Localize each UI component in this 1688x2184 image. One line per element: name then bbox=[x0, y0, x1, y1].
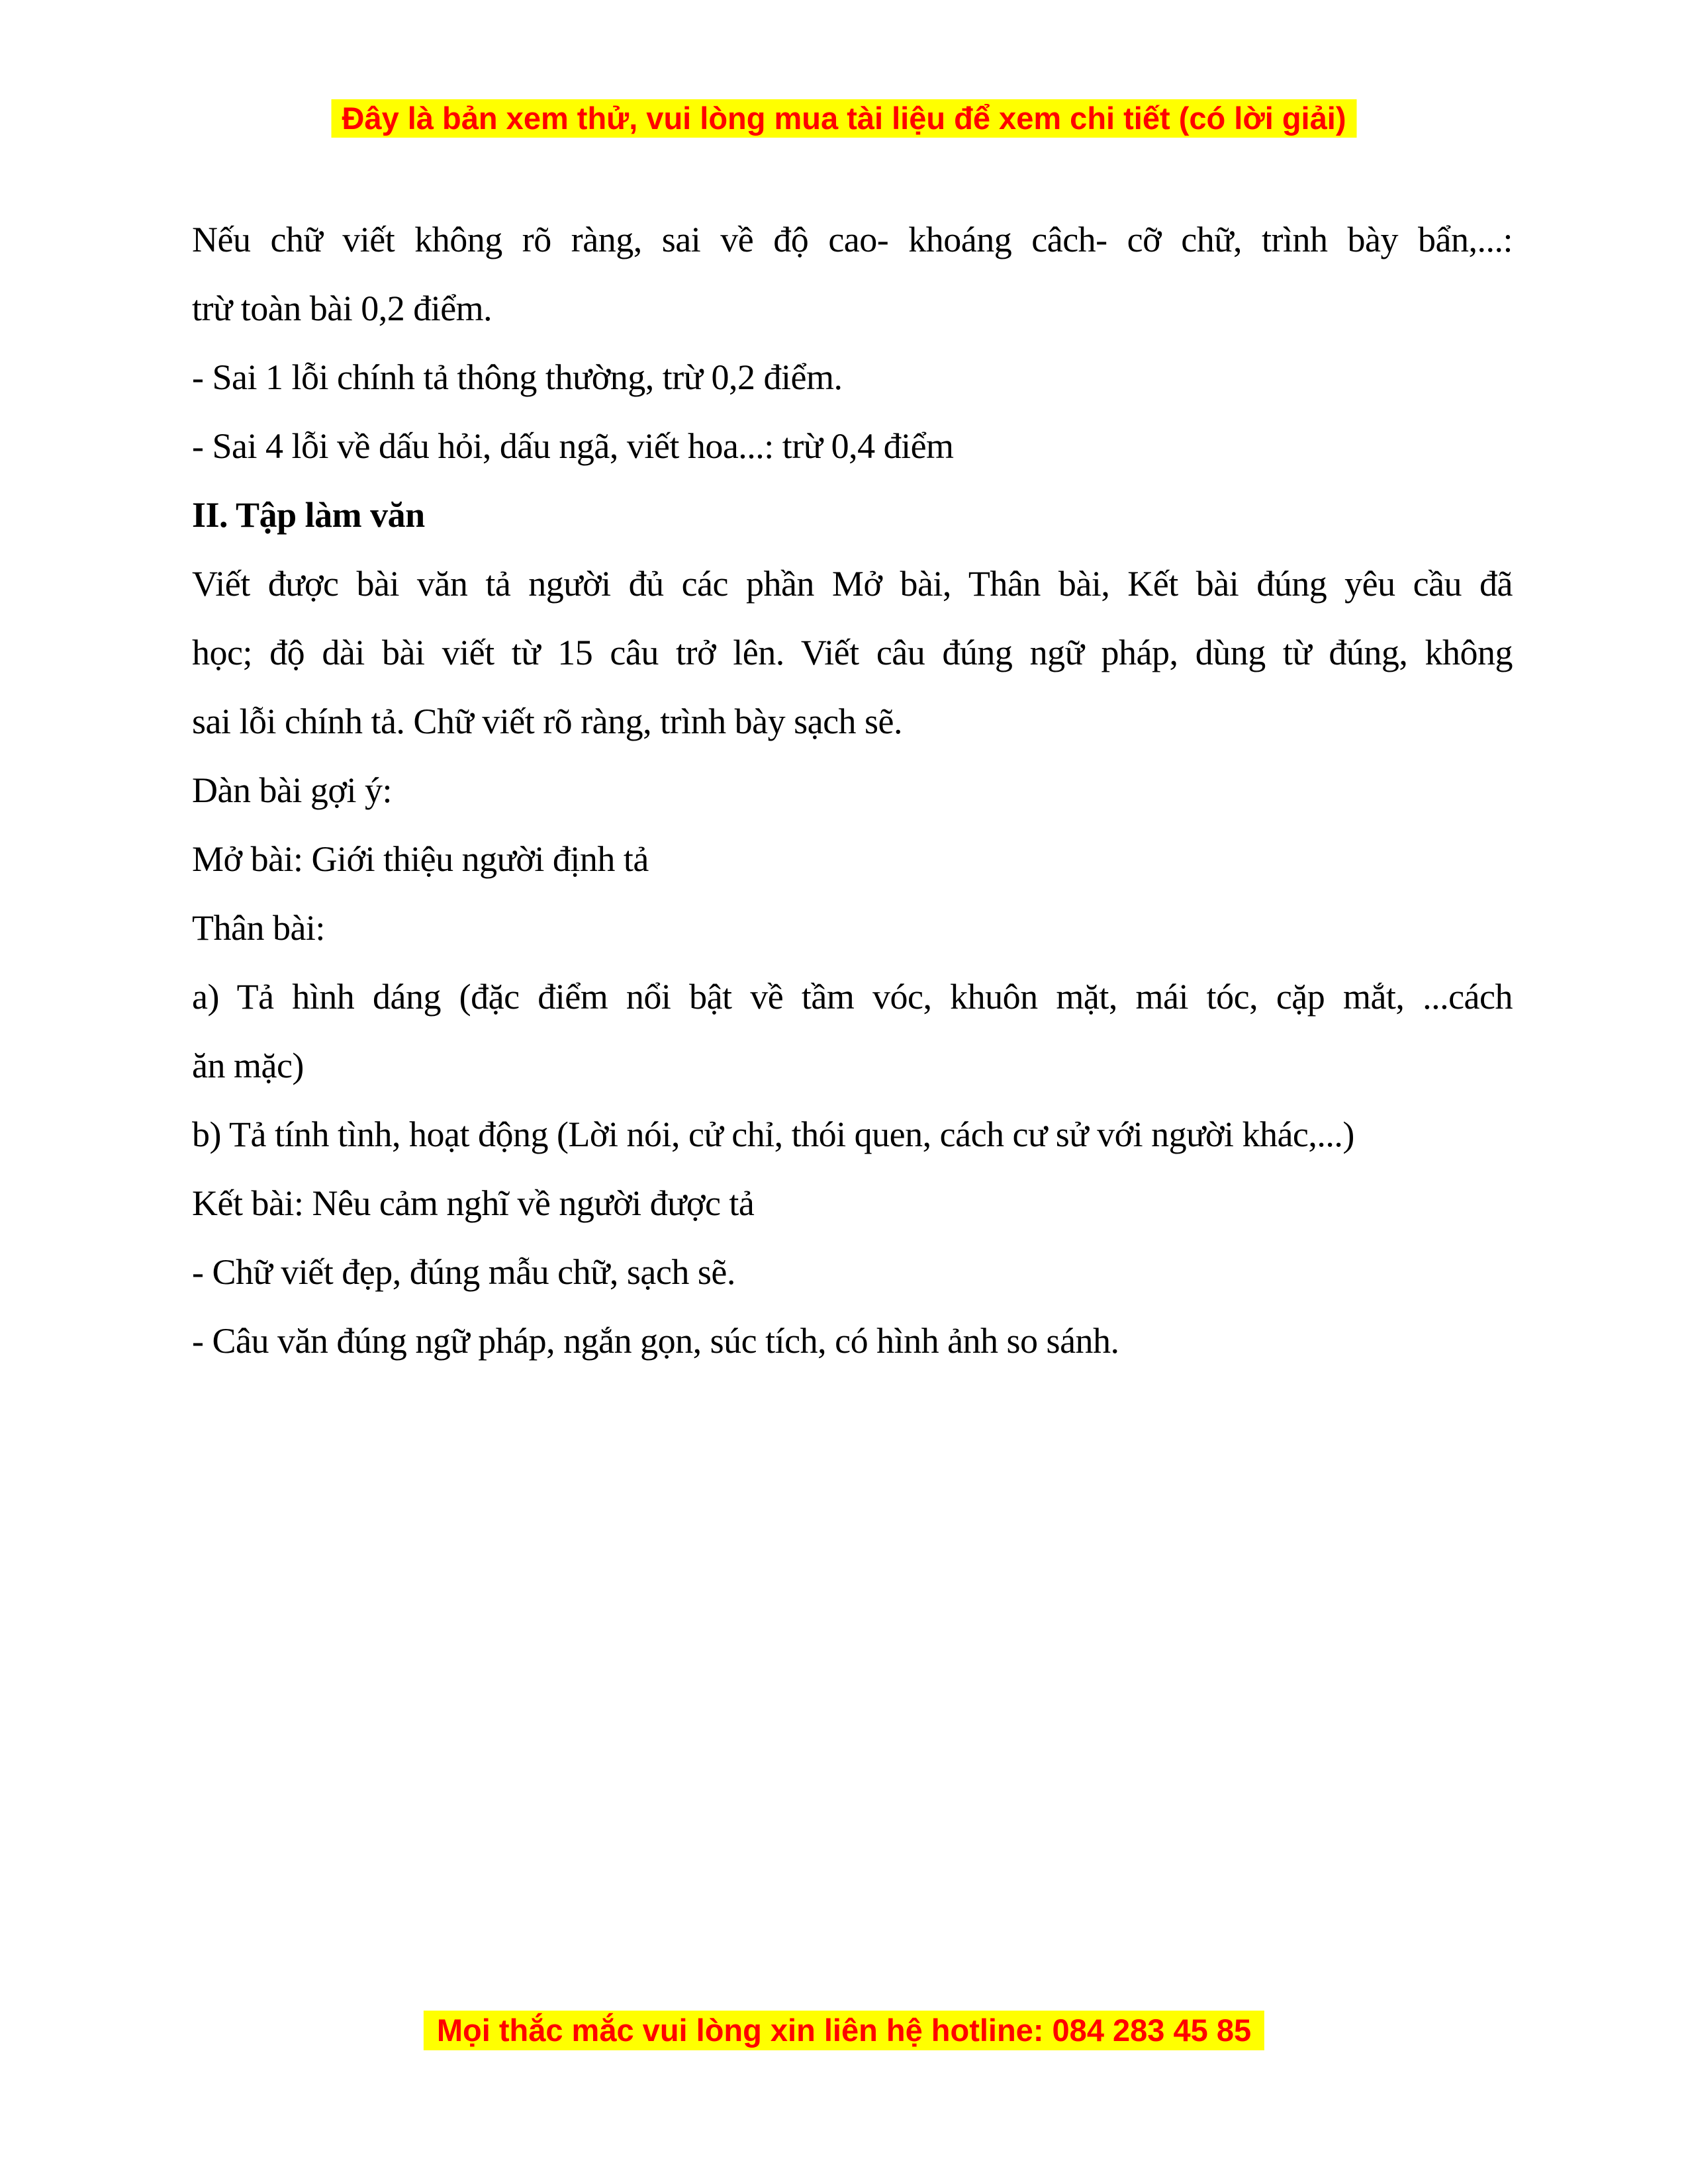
text-line-bonus-1: - Chữ viết đẹp, đúng mẫu chữ, sạch sẽ. bbox=[192, 1252, 735, 1292]
text-line-ket-bai: Kết bài: Nêu cảm nghĩ về người được tả bbox=[192, 1183, 755, 1223]
preview-notice-banner bbox=[332, 99, 1357, 138]
text-line-essay-req-3: sai lỗi chính tả. Chữ viết rõ ràng, trình bày sạch sẽ. bbox=[192, 702, 903, 741]
text-line-essay-req-2: học; độ dài bài viết từ 15 câu trở lên. Viết câu đúng ngữ pháp, dùng từ đúng, không bbox=[192, 633, 1513, 672]
document-body bbox=[192, 205, 1513, 1375]
text-line-than-bai: Thân bài: bbox=[192, 908, 325, 948]
text-line-bonus-2: - Câu văn đúng ngữ pháp, ngắn gọn, súc tích, có hình ảnh so sánh. bbox=[192, 1321, 1119, 1361]
text-line-item-b: b) Tả tính tình, hoạt động (Lời nói, cử chỉ, thói quen, cách cư sử với người khác,...) bbox=[192, 1115, 1354, 1154]
text-line-item-a-1: a) Tả hình dáng (đặc điểm nổi bật về tầm vóc, khuôn mặt, mái tóc, cặp mắt, ...cách bbox=[192, 977, 1513, 1017]
hotline-banner bbox=[424, 2011, 1264, 2050]
text-line-outline-label: Dàn bài gợi ý: bbox=[192, 770, 392, 810]
text-line-item-a-2: ăn mặc) bbox=[192, 1046, 304, 1085]
text-line-mo-bai: Mở bài: Giới thiệu người định tả bbox=[192, 839, 649, 879]
text-line-grading-rule-1b: trừ toàn bài 0,2 điểm. bbox=[192, 289, 492, 328]
text-line-grading-rule-1a: Nếu chữ viết không rõ ràng, sai về độ cao- khoáng câch- cỡ chữ, trình bày bẩn,...: bbox=[192, 220, 1513, 259]
hotline-number: 084 283 45 85 bbox=[1052, 2013, 1252, 2048]
preview-notice-text: Đây là bản xem thử, vui lòng mua tài liệu để xem chi tiết (có lời giải) bbox=[342, 101, 1346, 136]
text-line-essay-req-1: Viết được bài văn tả người đủ các phần Mở bài, Thân bài, Kết bài đúng yêu cầu đã bbox=[192, 564, 1513, 604]
hotline-text: Mọi thắc mắc vui lòng xin liên hệ hotline: bbox=[436, 2013, 1044, 2048]
text-line-grading-rule-3: - Sai 4 lỗi về dấu hỏi, dấu ngã, viết hoa...: trừ 0,4 điểm bbox=[192, 426, 954, 466]
text-line-grading-rule-2: - Sai 1 lỗi chính tả thông thường, trừ 0,2 điểm. bbox=[192, 357, 843, 397]
section-heading-tap-lam-van: II. Tập làm văn bbox=[192, 495, 425, 535]
